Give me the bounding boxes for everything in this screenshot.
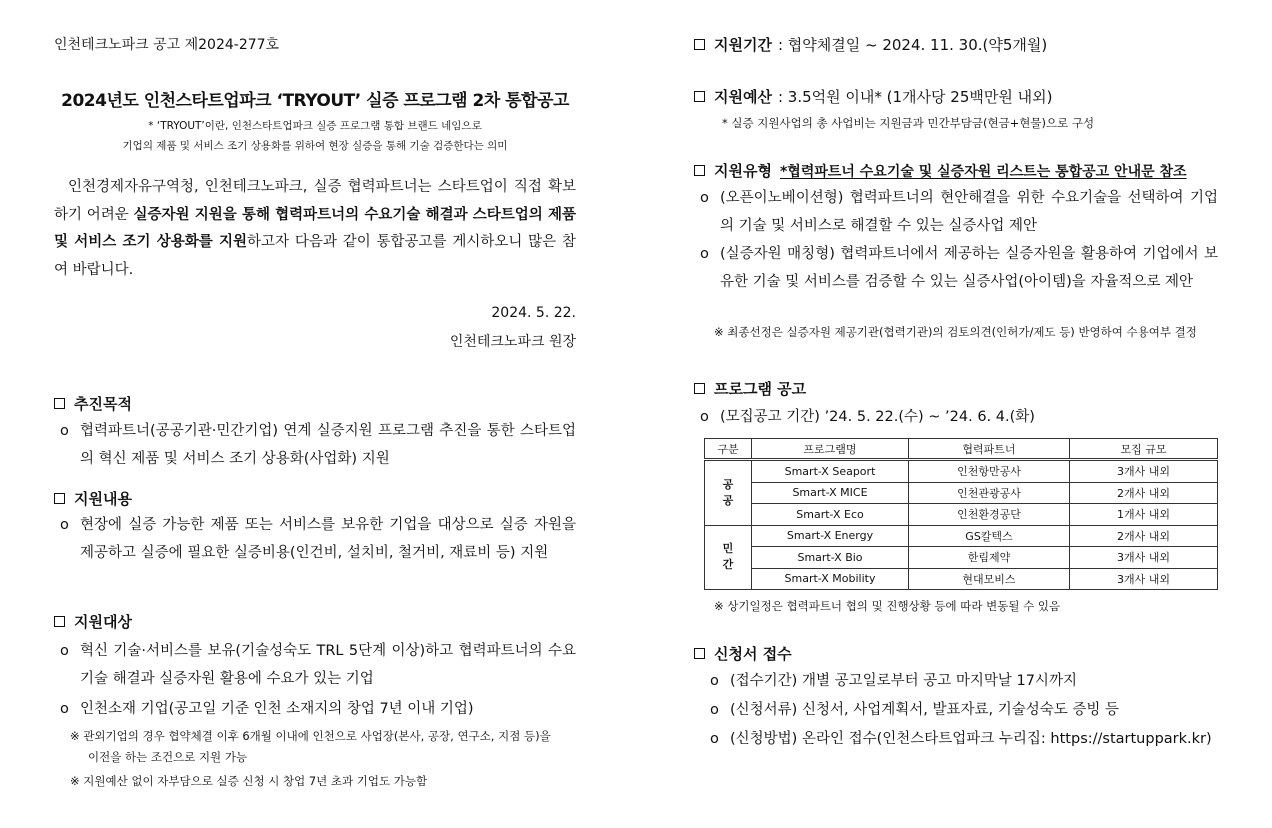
intro-text-2: 하고자 다음과 같이 통합공고를 게시하오니 많은 참여 바랍니다.	[54, 234, 576, 278]
program-table	[704, 438, 1218, 590]
section-title: 지원내용	[74, 490, 132, 508]
table-row	[705, 547, 1218, 569]
table-cell: 2개사 내외	[1070, 525, 1218, 547]
checkbox-square-icon	[694, 91, 705, 102]
item-text: 인천소재 기업(공고일 기준 인천 소재지의 창업 7년 이내 기업)	[80, 701, 474, 717]
checkbox-square-icon	[694, 165, 705, 176]
section-title: 추진목적	[74, 395, 132, 413]
purpose-item	[60, 417, 576, 473]
program-table-body	[705, 460, 1218, 590]
table-row	[705, 460, 1218, 483]
apply-item-1	[710, 667, 1218, 695]
budget-note: * 실증 지원사업의 총 사업비는 지원금과 민간부담금(현금+현물)으로 구성	[722, 116, 1095, 130]
item-text: (오픈이노베이션형) 협력파트너의 현안해결을 위한 수요기술을 선택하여 기업의 기술 및 서비스로 해결할 수 있는 실증사업 제안	[720, 190, 1218, 234]
type-note: ※ 최종선정은 실증자원 제공기관(협력기관)의 검토의견(인허가/제도 등) 반영하여 수용여부 결정	[714, 325, 1197, 339]
bullet: o	[60, 643, 69, 659]
bullet: o	[60, 423, 69, 439]
intro-paragraph	[54, 174, 576, 284]
checkbox-square-icon	[694, 39, 705, 50]
title-footnote-1: * ‘TRYOUT’이란, 인천스타트업파크 실증 프로그램 통합 브랜드 네임으로	[148, 120, 482, 132]
section-type-heading	[694, 160, 1187, 181]
table-cell: 현대모비스	[909, 568, 1070, 590]
table-cell: 3개사 내외	[1070, 568, 1218, 590]
item-text: (실증자원 매칭형) 협력파트너에서 제공하는 실증자원을 활용하여 기업에서 보유한 기술 및 서비스를 검증할 수 있는 실증사업(아이템)을 자율적으로 제안	[720, 246, 1218, 290]
table-row	[705, 568, 1218, 590]
table-cell: 인천관광공사	[909, 482, 1070, 504]
table-header-cell: 프로그램명	[752, 439, 909, 460]
table-cell: 인천항만공사	[909, 460, 1070, 483]
section-title: 지원예산	[714, 88, 772, 106]
notice-number: 인천테크노파크 공고 제2024-277호	[54, 37, 280, 53]
section-purpose-heading	[54, 393, 132, 414]
table-row	[705, 525, 1218, 547]
target-note-2: ※ 지원예산 없이 자부담으로 실증 신청 시 창업 7년 초과 기업도 가능함	[70, 774, 428, 788]
table-cell: 한림제약	[909, 547, 1070, 569]
table-header-row	[705, 439, 1218, 460]
document-title: 2024년도 인천스타트업파크 ‘TRYOUT’ 실증 프로그램 2차 통합공고	[61, 91, 569, 111]
budget-value: : 3.5억원 이내* (1개사당 25백만원 내외)	[777, 88, 1053, 106]
section-program-heading	[694, 378, 806, 399]
table-cell: Smart-X Bio	[752, 547, 909, 569]
notice-date: 2024. 5. 22.	[491, 305, 576, 321]
apply-item-2	[710, 696, 1218, 724]
type-item-2	[700, 240, 1218, 296]
section-title: 지원대상	[74, 613, 132, 631]
table-header-cell: 협력파트너	[909, 439, 1070, 460]
section-title: 프로그램 공고	[714, 380, 807, 398]
table-cell: 3개사 내외	[1070, 460, 1218, 483]
content-item	[60, 511, 576, 567]
table-cell: 3개사 내외	[1070, 547, 1218, 569]
table-cell: Smart-X Energy	[752, 525, 909, 547]
section-budget-heading	[694, 86, 1052, 107]
table-cell: Smart-X Mobility	[752, 568, 909, 590]
target-item-2	[60, 695, 576, 723]
section-title: 지원기간	[714, 36, 772, 54]
table-cell: 2개사 내외	[1070, 482, 1218, 504]
type-item-1	[700, 184, 1218, 240]
bullet: o	[700, 409, 709, 425]
section-content-heading	[54, 488, 132, 509]
table-row	[705, 482, 1218, 504]
section-apply-heading	[694, 643, 792, 664]
table-cell: Smart-X MICE	[752, 482, 909, 504]
table-header-cell: 모집 규모	[1070, 439, 1218, 460]
checkbox-square-icon	[694, 648, 705, 659]
intro-bold-text: 실증자원 지원을 통해 협력파트너의 수요기술 해결과 스타트업의 제품 및 서비스 조기 상용화를 지원	[54, 206, 576, 250]
bullet: o	[60, 517, 69, 533]
type-subtitle: *협력파트너 수요기술 및 실증자원 리스트는 통합공고 안내문 참조	[779, 163, 1187, 180]
bullet: o	[710, 702, 719, 718]
item-text: (신청방법) 온라인 접수(인천스타트업파크 누리집: https://startuppark.kr)	[730, 731, 1212, 747]
bullet: o	[710, 731, 719, 747]
table-row	[705, 504, 1218, 526]
table-header-cell: 구분	[705, 439, 752, 460]
program-note: ※ 상기일정은 협력파트너 협의 및 진행상황 등에 따라 변동될 수 있음	[714, 599, 1061, 613]
section-period-heading	[694, 34, 1047, 55]
item-text: (모집공고 기간) ’24. 5. 22.(수) ~ ’24. 6. 4.(화)	[720, 409, 1035, 425]
bullet: o	[700, 190, 709, 206]
bullet: o	[60, 701, 69, 717]
intro-text-1: 인천경제자유구역청, 인천테크노파크, 실증 협력파트너는 스타트업이 직접 확보하기 어려운	[54, 179, 576, 223]
bullet: o	[710, 673, 719, 689]
item-text: 협력파트너(공공기관·민간기업) 연계 실증지원 프로그램 추진을 통한 스타트업의 혁신 제품 및 서비스 조기 상용화(사업화) 지원	[80, 423, 576, 467]
target-item-1	[60, 637, 576, 693]
target-note-1b: 이전을 하는 조건으로 지원 가능	[88, 750, 248, 764]
item-text: (신청서류) 신청서, 사업계획서, 발표자료, 기술성숙도 증빙 등	[730, 702, 1119, 718]
section-title: 지원유형	[714, 162, 772, 180]
apply-item-3	[710, 725, 1218, 753]
table-category-cell: 민 간	[705, 525, 752, 590]
signer: 인천테크노파크 원장	[449, 334, 576, 350]
table-cell: Smart-X Seaport	[752, 460, 909, 483]
item-text: (접수기간) 개별 공고일로부터 공고 마지막날 17시까지	[730, 673, 1077, 689]
section-target-heading	[54, 611, 132, 632]
item-text: 현장에 실증 가능한 제품 또는 서비스를 보유한 기업을 대상으로 실증 자원을 제공하고 실증에 필요한 실증비용(인건비, 설치비, 철거비, 재료비 등) 지원	[80, 517, 576, 561]
title-footnote-2: 기업의 제품 및 서비스 조기 상용화를 위하여 현장 실증을 통해 기술 검증한다는 의미	[122, 140, 508, 152]
table-cell: 인천환경공단	[909, 504, 1070, 526]
period-value: : 협약체결일 ~ 2024. 11. 30.(약5개월)	[777, 36, 1048, 54]
section-title: 신청서 접수	[714, 645, 792, 663]
table-cell: GS칼텍스	[909, 525, 1070, 547]
target-note-1a: ※ 관외기업의 경우 협약체결 이후 6개월 이내에 인천으로 사업장(본사, 공장, 연구소, 지점 등)을	[70, 729, 551, 743]
checkbox-square-icon	[54, 616, 65, 627]
checkbox-square-icon	[54, 398, 65, 409]
checkbox-square-icon	[694, 383, 705, 394]
table-category-cell: 공 공	[705, 460, 752, 526]
table-cell: 1개사 내외	[1070, 504, 1218, 526]
program-item	[700, 403, 1218, 431]
item-text: 혁신 기술·서비스를 보유(기술성숙도 TRL 5단계 이상)하고 협력파트너의 수요기술 해결과 실증자원 활용에 수요가 있는 기업	[80, 643, 576, 687]
bullet: o	[700, 246, 709, 262]
table-cell: Smart-X Eco	[752, 504, 909, 526]
checkbox-square-icon	[54, 493, 65, 504]
